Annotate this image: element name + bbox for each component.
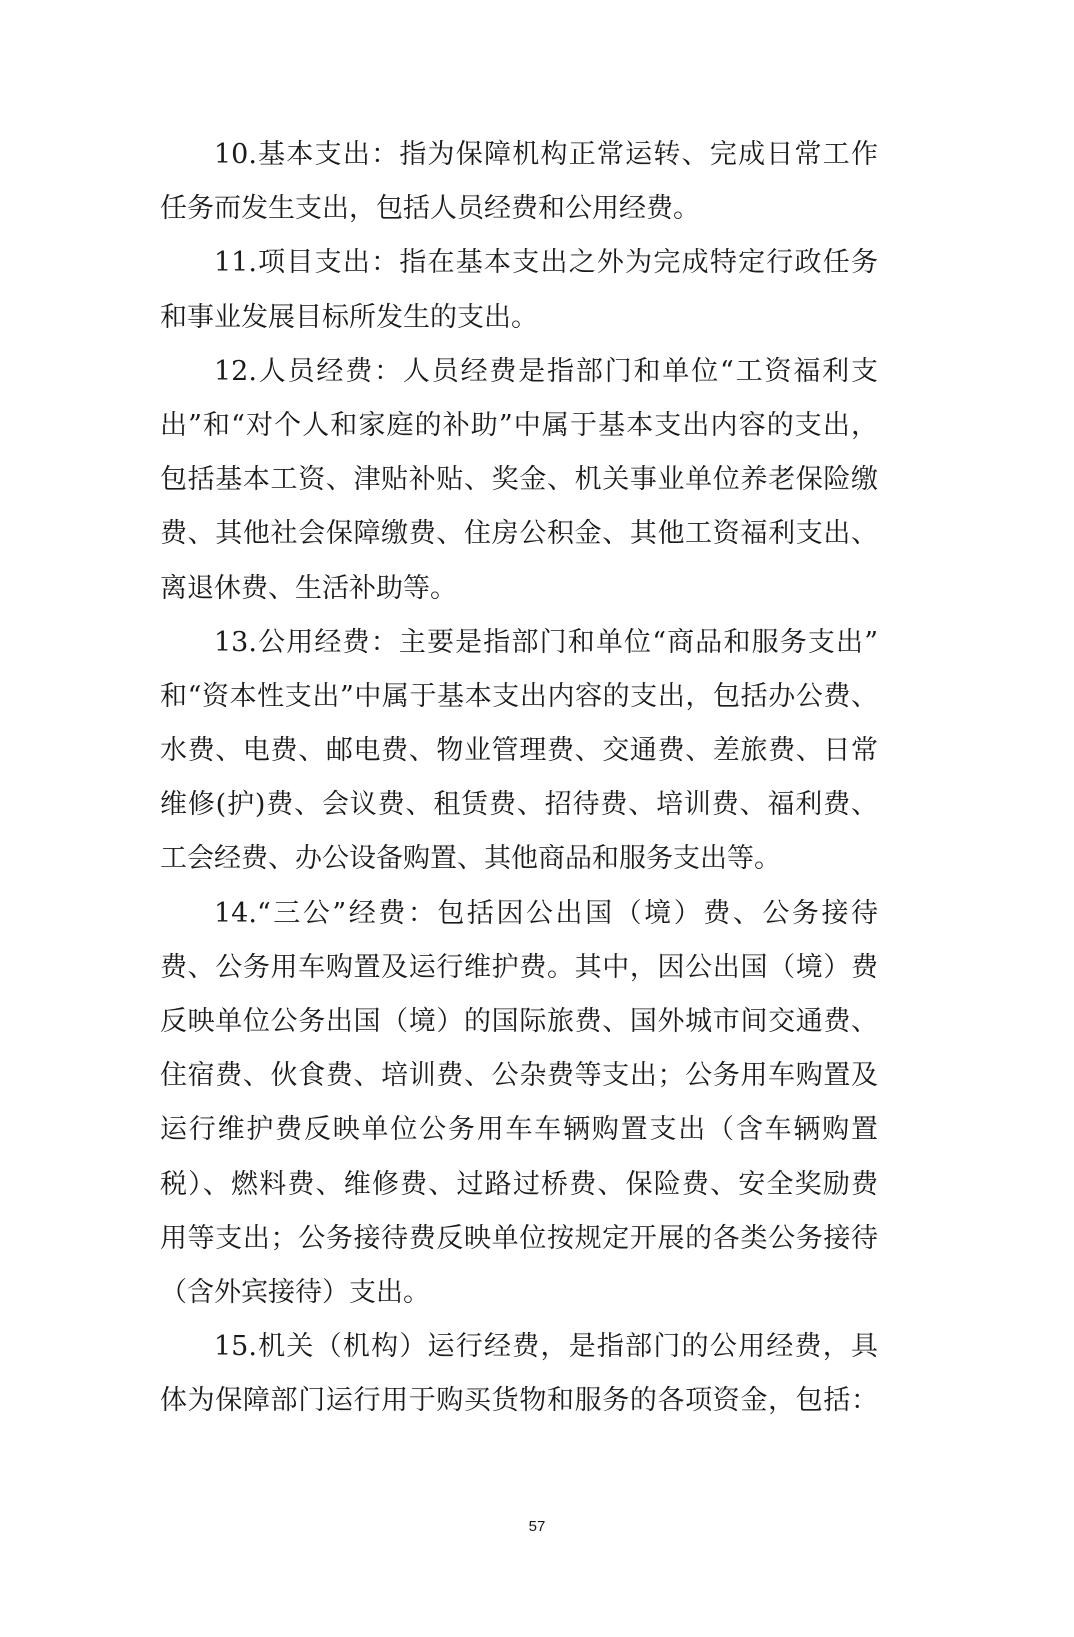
- text-line: 包括基本工资、津贴补贴、奖金、机关事业单位养老保险缴: [160, 464, 878, 496]
- text-line: 出”和“对个人和家庭的补助”中属于基本支出内容的支出，: [160, 409, 878, 441]
- text-line: （含外宾接待）支出。: [160, 1276, 430, 1308]
- text-line: 和事业发展目标所发生的支出。: [160, 301, 538, 333]
- text-line: 住宿费、伙食费、培训费、公杂费等支出；公务用车购置及: [160, 1060, 878, 1092]
- text-line: 维修(护)费、会议费、租赁费、招待费、培训费、福利费、: [160, 789, 878, 821]
- text-line: 14.“三公”经费：包括因公出国（境）费、公务接待: [214, 897, 878, 929]
- text-line: 水费、电费、邮电费、物业管理费、交通费、差旅费、日常: [160, 735, 878, 767]
- text-line: 12.人员经费：人员经费是指部门和单位“工资福利支: [214, 355, 878, 387]
- text-line: 反映单位公务出国（境）的国际旅费、国外城市间交通费、: [160, 1006, 878, 1037]
- page-number: 57: [528, 1518, 546, 1535]
- text-line: 任务而发生支出，包括人员经费和公用经费。: [160, 193, 700, 225]
- text-line: 离退休费、生活补助等。: [160, 572, 457, 604]
- document-body: [160, 128, 878, 1429]
- text-line: 和“资本性支出”中属于基本支出内容的支出，包括办公费、: [160, 680, 878, 712]
- text-line: 工会经费、办公设备购置、其他商品和服务支出等。: [160, 843, 781, 875]
- text-line: 费、其他社会保障缴费、住房公积金、其他工资福利支出、: [160, 518, 878, 550]
- text-line: 体为保障部门运行用于购买货物和服务的各项资金，包括：: [160, 1385, 878, 1417]
- text-line: 10.基本支出：指为保障机构正常运转、完成日常工作: [214, 139, 878, 170]
- text-line: 费、公务用车购置及运行维护费。其中，因公出国（境）费: [160, 951, 878, 983]
- text-line: 11.项目支出：指在基本支出之外为完成特定行政任务: [214, 247, 878, 279]
- text-line: 13.公用经费：主要是指部门和单位“商品和服务支出”: [214, 626, 878, 658]
- text-line: 15.机关（机构）运行经费，是指部门的公用经费，具: [214, 1331, 878, 1363]
- text-line: 税）、燃料费、维修费、过路过桥费、保险费、安全奖励费: [160, 1168, 878, 1200]
- text-line: 运行维护费反映单位公务用车车辆购置支出（含车辆购置: [160, 1114, 878, 1146]
- text-line: 用等支出；公务接待费反映单位按规定开展的各类公务接待: [160, 1222, 878, 1254]
